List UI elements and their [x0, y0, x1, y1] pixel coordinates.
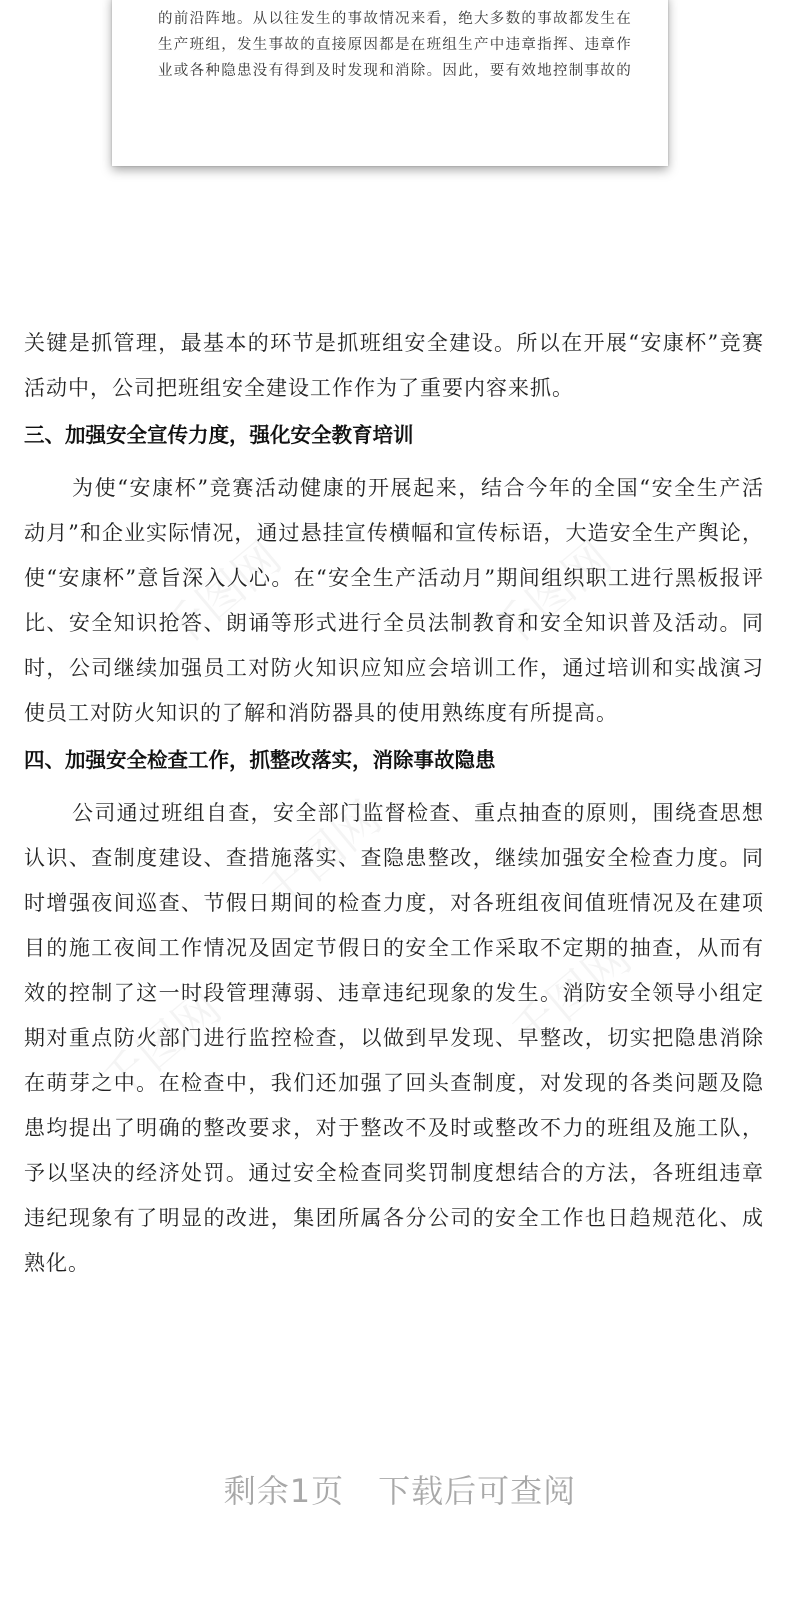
preview-line: 生产班组，发生事故的直接原因都是在班组生产中违章指挥、违章作 — [158, 37, 632, 53]
remaining-pages-label: 剩余1页 — [223, 1472, 345, 1510]
section-heading-4: 四、加强安全检查工作，抓整改落实，消除事故隐患 — [24, 748, 496, 772]
download-prompt[interactable] — [0, 1466, 800, 1512]
document-preview-card — [112, 0, 668, 166]
body-paragraph: 关键是抓管理，最基本的环节是抓班组安全建设。所以在开展“安康杯”竞赛活动中，公司把班组安全建设工作作为了重要内容来抓。 — [24, 331, 764, 400]
preview-line: 业或各种隐患没有得到及时发现和消除。因此，要有效地控制事故的 — [158, 63, 632, 79]
document-body — [24, 321, 764, 1286]
body-paragraph: 公司通过班组自查，安全部门监督检查、重点抽查的原则，围绕查思想认识、查制度建设、查措施落实、查隐患整改，继续加强安全检查力度。同时增强夜间巡查、节假日期间的检查力度，对各班组夜间值班情况及在建项目的施工夜间工作情况及固定节假日的安全工作采取不定期的抽查，从而有效的控制了这一时段管理薄弱、违章违纪现象的发生。消防安全领导小组定期对重点防火部门进行监控检查，以做到早发现、早整改，切实把隐患消除在萌芽之中。在检查中，我们还加强了回头查制度，对发现的各类问题及隐患均提出了明确的整改要求，对于整改不及时或整改不力的班组及施工队，予以坚决的经济处罚。通过安全检查同奖罚制度想结合的方法，各班组违章违纪现象有了明显的改进，集团所属各分公司的安全工作也日趋规范化、成熟化。 — [24, 801, 764, 1275]
body-paragraph: 为使“安康杯”竞赛活动健康的开展起来，结合今年的全国“安全生产活动月”和企业实际情况，通过悬挂宣传横幅和宣传标语，大造安全生产舆论，使“安康杯”意旨深入人心。在“安全生产活动月”期间组织职工进行黑板报评比、安全知识抢答、朗诵等形式进行全员法制教育和安全知识普及活动。同时，公司继续加强员工对防火知识应知应会培训工作，通过培训和实战演习使员工对防火知识的了解和消防器具的使用熟练度有所提高。 — [24, 476, 764, 725]
section-heading-3: 三、加强安全宣传力度，强化安全教育培训 — [24, 423, 414, 447]
download-to-view-label: 下载后可查阅 — [378, 1472, 577, 1510]
preview-line: 的前沿阵地。从以往发生的事故情况来看，绝大多数的事故都发生在 — [158, 11, 632, 27]
